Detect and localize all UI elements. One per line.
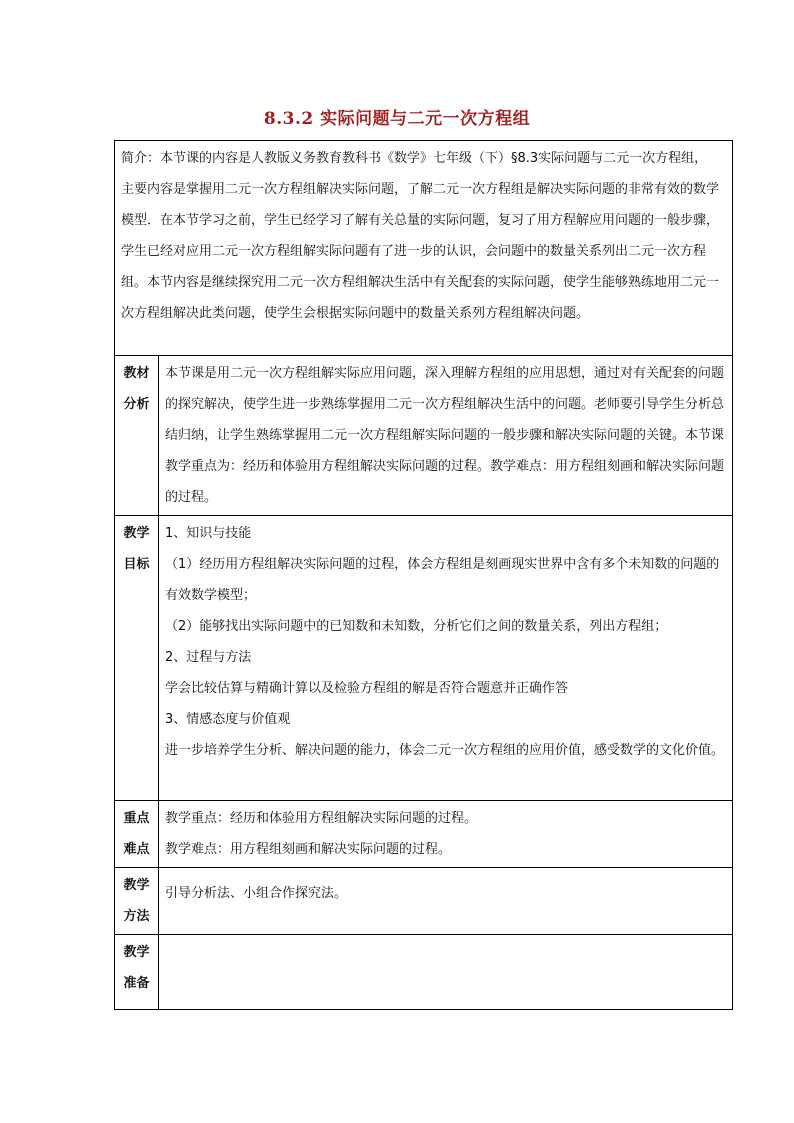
teaching-method-content bbox=[159, 868, 733, 935]
goal-item: （1）经历用方程组解决实际问题的过程，体会方程组是刻画现实世界中含有多个未知数的问题的有效数学模型； bbox=[165, 557, 720, 603]
key-points-content bbox=[159, 801, 733, 868]
goal-item: 学会比较估算与精确计算以及检验方程组的解是否符合题意并正确作答 bbox=[165, 681, 569, 696]
goal-heading: 1、知识与技能 bbox=[165, 526, 252, 541]
key-point-item: 教学难点：用方程组刻画和解决实际问题的过程。 bbox=[165, 842, 452, 857]
teaching-goals-row bbox=[115, 516, 733, 801]
goal-item: 进一步培养学生分析、解决问题的能力，体会二元一次方程组的应用价值，感受数学的文化价值。 bbox=[165, 743, 725, 758]
label-line: 方法 bbox=[123, 909, 150, 924]
label-line: 教学 bbox=[123, 878, 150, 893]
label-line: 难点 bbox=[123, 842, 150, 857]
teaching-preparation-content bbox=[159, 935, 733, 1010]
key-points-label bbox=[115, 801, 159, 868]
label-line: 教学 bbox=[123, 526, 150, 541]
intro-row bbox=[115, 141, 733, 356]
label-line: 教材 bbox=[123, 366, 150, 381]
key-points-row bbox=[115, 801, 733, 868]
document-title: 8.3.2 实际问题与二元一次方程组 bbox=[263, 109, 531, 129]
teaching-method-row bbox=[115, 868, 733, 935]
teaching-preparation-label bbox=[115, 935, 159, 1010]
label-line: 目标 bbox=[123, 557, 150, 572]
material-analysis-row bbox=[115, 356, 733, 516]
teaching-goals-label bbox=[115, 516, 159, 801]
key-point-item: 教学重点：经历和体验用方程组解决实际问题的过程。 bbox=[165, 811, 478, 826]
goal-item: （2）能够找出实际问题中的已知数和未知数，分析它们之间的数量关系，列出方程组； bbox=[165, 619, 668, 634]
teaching-method-text: 引导分析法、小组合作探究法。 bbox=[165, 886, 348, 901]
material-analysis-content: 本节课是用二元一次方程组解实际应用问题，深入理解方程组的应用思想，通过对有关配套的问题的探究解决，使学生进一步熟练掌握用二元一次方程组解决生活中的问题。老师要引导学生分析总结归纳，让学生熟练掌握用二元一次方程组解实际问题的一般步骤和解决实际问题的关键。本节课教学重点为：经历和体验用方程组解决实际问题的过程。教学难点：用方程组刻画和解决实际问题的过程。 bbox=[159, 356, 733, 516]
intro-cell: 简介：本节课的内容是人教版义务教育教科书《数学》七年级（下）§8.3实际问题与二元一次方程组， 主要内容是掌握用二元一次方程组解决实际问题，了解二元一次方程组是解决实际问题的非常有效的数学模型．在本节学习之前，学生已经学习了解有关总量的实际问题，复习了用方程解应用问题的一般步骤，学生已经对应用二元一次方程组解实际问题有了进一步的认识，会问题中的数量关系列出二元一次方程组。本节内容是继续探究用二元一次方程组解决生活中有关配套的实际问题，使学生能够熟练地用二元一次方程组解决此类问题，使学生会根据实际问题中的数量关系列方程组解决问题。 bbox=[115, 141, 733, 356]
goal-heading: 3、情感态度与价值观 bbox=[165, 712, 291, 727]
label-line: 分析 bbox=[123, 397, 150, 412]
material-analysis-label bbox=[115, 356, 159, 516]
goal-heading: 2、过程与方法 bbox=[165, 650, 252, 665]
label-line: 教学 bbox=[123, 945, 150, 960]
label-line: 重点 bbox=[123, 811, 150, 826]
teaching-goals-content bbox=[159, 516, 733, 801]
label-line: 准备 bbox=[123, 976, 150, 991]
lesson-plan-table bbox=[114, 140, 733, 1010]
teaching-preparation-row bbox=[115, 935, 733, 1010]
teaching-method-label bbox=[115, 868, 159, 935]
